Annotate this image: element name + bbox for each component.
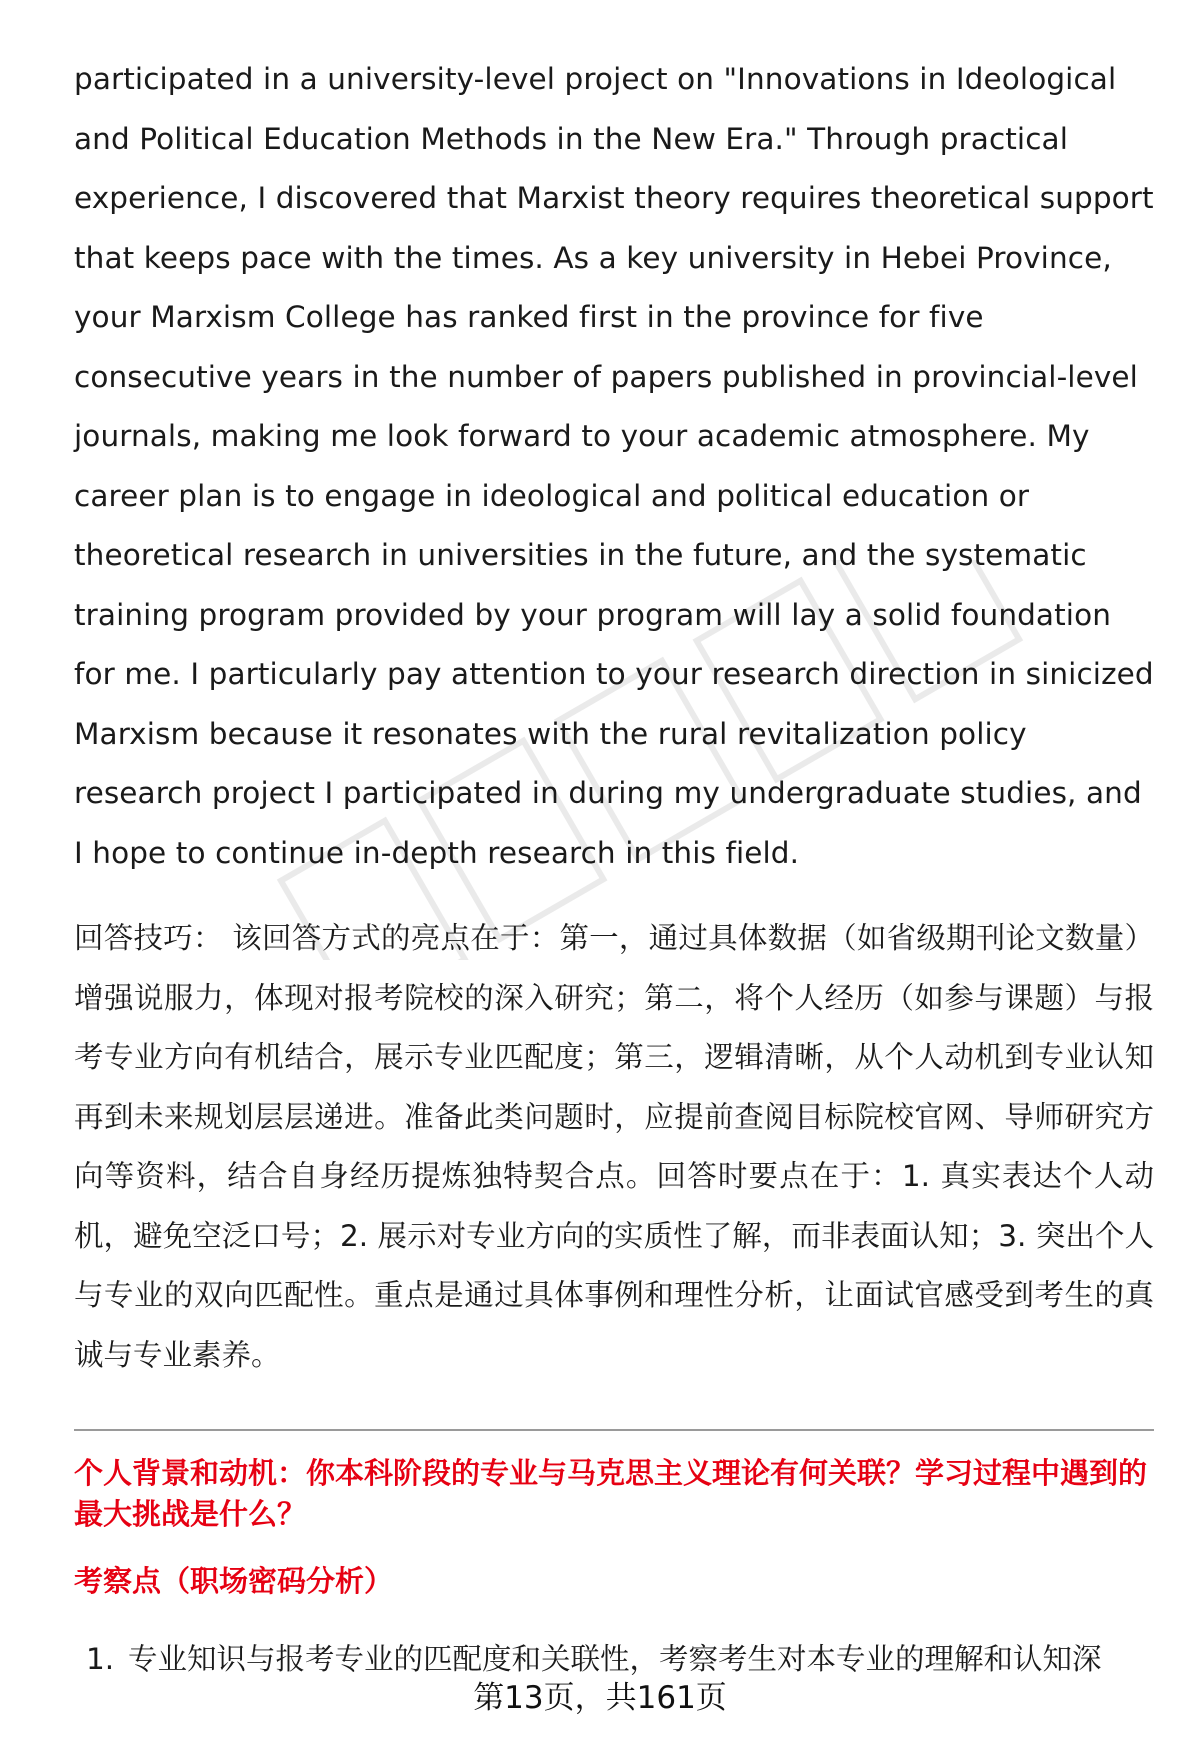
answer-tips-paragraph: 回答技巧： 该回答方式的亮点在于：第一，通过具体数据（如省级期刊论文数量）增强说服力，体现对报考院校的深入研究；第二，将个人经历（如参与课题）与报考专业方向有机结合，展示专业匹配度；第三，逻辑清晰，从个人动机到专业认知再到未来规划层层递进。准备此类问题时，应提前查阅目标院校官网、导师研究方向等资料，结合自身经历提炼独特契合点。回答时要点在于：1. 真实表达个人动机，避免空泛口号；2. 展示对专业方向的实质性了解，而非表面认知；3. 突出个人与专业的双向匹配性。重点是通过具体事例和理性分析，让面试官感受到考生的真诚与专业素养。 [74,921,1154,1372]
english-paragraph: participated in a university-level project on "Innovations in Ideological and Political Education Methods in the New Era." Through practical experience, I discovered that Marxist theory requires theoretical support that keeps pace with the times. As a key university in Hebei Province, your Marxism College has ranked first in the province for five consecutive years in the number of papers published in provincial-level journals, making me look forward to your academic atmosphere. My career plan is to engage in ideological and political education or theoretical research in universities in the future, and the systematic training program provided by your program will lay a solid foundation for me. I particularly pay attention to your research direction in sinicized Marxism because it resonates with the rural revitalization policy research project I participated in during my undergraduate studies, and I hope to continue in-depth research in this field. [74,62,1154,870]
assessment-points-heading: 考察点（职场密码分析） [74,1564,394,1598]
list-item-text: 专业知识与报考专业的匹配度和关联性，考察考生对本专业的理解和认知深 [128,1642,1102,1676]
page-number-footer: 第13页，共161页 [473,1680,727,1716]
section-divider [74,1429,1154,1431]
question-heading: 个人背景和动机：你本科阶段的专业与马克思主义理论有何关联？学习过程中遇到的最大挑战是什么？ [74,1456,1148,1531]
document-page [74,50,1154,1689]
list-item-number: 1. [86,1642,115,1676]
